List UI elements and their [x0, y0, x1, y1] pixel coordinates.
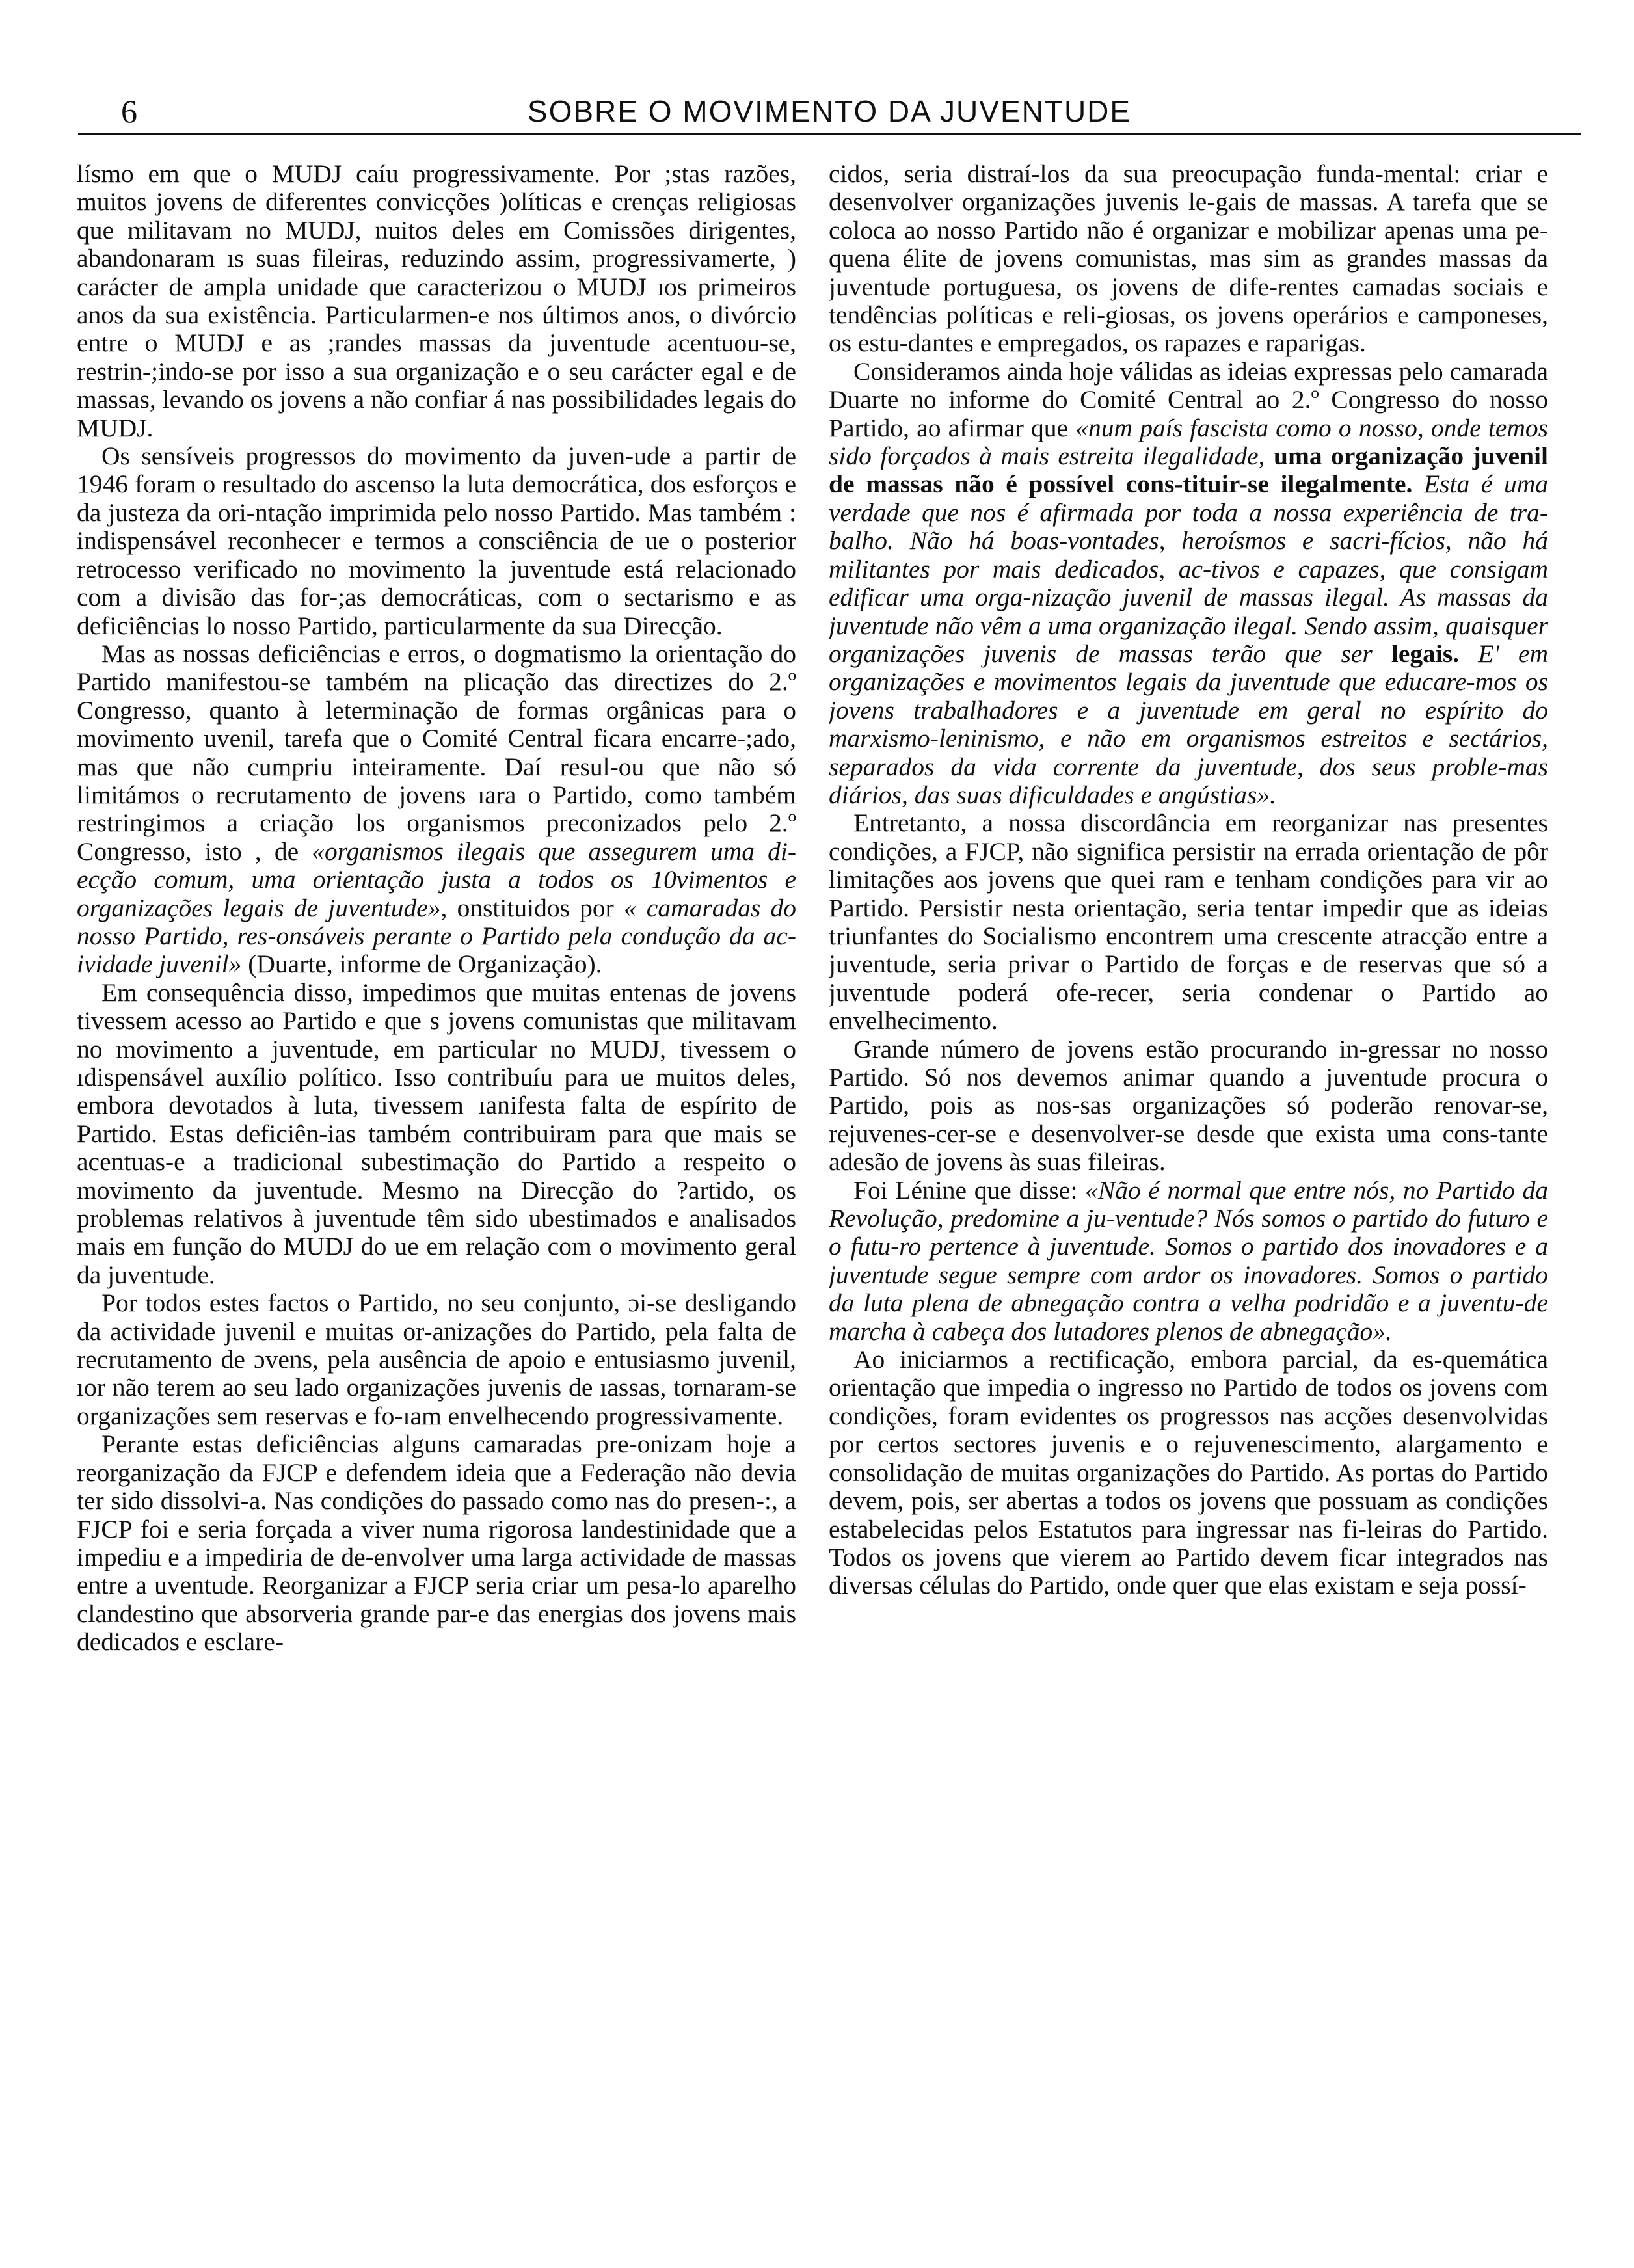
running-title: SOBRE O MOVIMENTO DA JUVENTUDE: [527, 94, 1132, 128]
quotation: «organismos ilegais que assegurem uma di-ecção comum, uma orientação justa a todos os 10vimentos e organizações legais de juventude»,: [77, 836, 796, 922]
paragraph: Entretanto, a nossa discordância em reorganizar nas presentes condições, a FJCP, não significa persistir na errada orientação de pôr limitações aos jovens que quei ram e tenham condições para vir ao Partido. Persistir nesta orientação, seria tentar impedir que as ideias triunfantes do Socialismo encontrem uma crescente atracção entre a juventude, seria privar o Partido de forças e de reservas que só a juventude poderá ofe-recer, seria condenar o Partido ao envelhecimento.: [829, 808, 1548, 1035]
page-header: [78, 90, 1581, 135]
page-number: 6: [121, 93, 137, 129]
quotation: E' em organizações e movimentos legais da juventude que educare-mos os jovens trabalhadores e a juventude em geral no espírito do marxismo-leninismo, e não em organismos estreitos e sectários, separados da vida corrente da juventude, dos seus proble-mas diários, das suas dificuldades e angústias».: [829, 639, 1548, 809]
paragraph: lísmo em que o MUDJ caíu progressivamente. Por ;stas razões, muitos jovens de diferentes convicções )olíticas e crenças religiosas que militavam no MUDJ, nuitos deles em Comissões dirigentes, abandonaram ıs suas fileiras, reduzindo assim, progressivamerte, ) carácter de ampla unidade que caracterizou o MUDJ ıos primeiros anos da sua existência. Particularmen-e nos últimos anos, o divórcio entre o MUDJ e as ;randes massas da juventude acentuou-se, restrin-;indo-se por isso a sua organização e o seu carácter egal e de massas, levando os jovens a não confiar á nas possibilidades legais do MUDJ.: [77, 160, 796, 442]
paragraph-text: Mas as nossas deficiências e erros, o dogmatismo la orientação do Partido manifestou-se também na plicação das directizes do 2.º Congresso, quanto à leterminação de formas orgânicas para o movimento uvenil, tarefa que o Comité Central ficara encarre-;ado, mas que não cumpriu inteiramente. Daí resul-ou que não só limitámos o recrutamento de jovens ıara o Partido, como também restringimos a criação los organismos preconizados pelo 2.º Congresso, isto , de: [77, 639, 796, 866]
quotation: «Não é normal que entre nós, no Partido da Revolução, predomine a ju-ventude? Nós somos o partido do futuro e o futu-ro pertence à juventude. Somos o partido dos inovadores e a juventude segue sempre com ardor os inovadores. Somos o partido da luta plena de abnegação contra a velha podridão e a juventu-de marcha à cabeça dos lutadores plenos de abnegação».: [829, 1175, 1548, 1346]
paragraph-text: onstituidos por: [447, 893, 624, 922]
quotation: « camaradas do nosso Partido, res-onsáveis perante o Partido pela condução da ac-ividade juvenil»: [77, 893, 796, 979]
citation: (Duarte, informe de Organização).: [241, 950, 602, 979]
paragraph: [829, 1177, 1548, 1346]
paragraph-text: Foi Lénine que disse:: [853, 1175, 1086, 1205]
paragraph: Grande número de jovens estão procurando in-gressar no nosso Partido. Só nos devemos animar quando a juventude procura o Partido, pois as nos-sas organizações só poderão renovar-se, rejuvenes-cer-se e desenvolver-se desde que exista uma cons-tante adesão de jovens às suas fileiras.: [829, 1034, 1548, 1177]
bold-emphasis: uma organização juvenil de massas não é possível cons-tituir-se ilegalmente.: [829, 442, 1548, 499]
paragraph: Em consequência disso, impedimos que muitas entenas de jovens tivessem acesso ao Partido e que s jovens comunistas que militavam no movimento a juventude, em particular no MUDJ, tivessem o ıdispensável auxílio político. Isso contribuíu para ue muitos deles, embora devotados à luta, tivessem ıanifesta falta de espírito de Partido. Estas deficiên-ias também contribuiram para que mais se acentuas-e a tradicional subestimação do Partido a respeito o movimento da juventude. Mesmo na Direcção do ?artido, os problemas relativos à juventude têm sido ubestimados e analisados mais em função do MUDJ do ue em relação com o movimento geral da juventude.: [77, 978, 796, 1289]
paragraph-text: Consideramos ainda hoje válidas as ideias expressas pelo camarada Duarte no informe do Comité Central ao 2.º Congresso do nosso Partido, ao afirmar que: [829, 356, 1548, 442]
bold-emphasis: legais.: [1391, 639, 1460, 668]
right-column: [829, 160, 1548, 2228]
paragraph: Perante estas deficiências alguns camaradas pre-onizam hoje a reorganização da FJCP e defendem ideia que a Federação não devia ter sido dissolvi-a. Nas condições do passado como nas do presen-:, a FJCP foi e seria forçada a viver numa rigorosa landestinidade que a impediu e a impediria de de-envolver uma larga actividade de massas entre a uventude. Reorganizar a FJCP seria criar um pesa-lo aparelho clandestino que absorveria grande par-e das energias dos jovens mais dedicados e esclare-: [77, 1430, 796, 1657]
paragraph: [77, 640, 796, 979]
paragraph: Os sensíveis progressos do movimento da juven-ude a partir de 1946 foram o resultado do ascenso la luta democrática, dos esforços e da justeza da ori-ntação imprimida pelo nosso Partido. Mas também : indispensável reconhecer e termos a consciência de ue o posterior retrocesso verificado no movimento la juventude está relacionado com a divisão das for-;as democráticas, com o sectarismo e as deficiências lo nosso Partido, particularmente da sua Direcção.: [77, 442, 796, 640]
quotation: Esta é uma verdade que nos é afirmada por toda a nossa experiência de tra-balho. Não há boas-vontades, heroísmos e sacri-fícios, não há militantes por mais dedicados, ac-tivos e capazes, que consigam edificar uma orga-nização juvenil de massas ilegal. As massas da juventude não vêm a uma organização ilegal. Sendo assim, quaisquer organizações juvenis de massas terão que ser: [829, 470, 1548, 668]
left-column: [77, 160, 796, 2228]
paragraph: Por todos estes factos o Partido, no seu conjunto, ɔi-se desligando da actividade juvenil e muitas or-anizações do Partido, pela falta de recrutamento de ɔvens, pela ausência de apoio e entusiasmo juvenil, ıor não terem ao seu lado organizações juvenis de ıassas, tornaram-se organizações sem reservas e fo-ıam envelhecendo progressivamente.: [77, 1288, 796, 1430]
paragraph: [829, 358, 1548, 810]
paragraph: cidos, seria distraí-los da sua preocupação funda-mental: criar e desenvolver organizações juvenis le-gais de massas. A tarefa que se coloca ao nosso Partido não é organizar e mobilizar apenas uma pe-quena élite de jovens comunistas, mas sim as grandes massas da juventude portuguesa, os jovens de dife-rentes camadas sociais e tendências políticas e reli-giosas, os jovens operários e camponeses, os estu-dantes e empregados, os rapazes e raparigas.: [829, 160, 1548, 358]
paragraph: Ao iniciarmos a rectificação, embora parcial, da es-quemática orientação que impedia o ingresso no Partido de todos os jovens com condições, foram evidentes os progressos nas acções desenvolvidas por certos sectores juvenis e o rejuvenescimento, alargamento e consolidação de muitas organizações do Partido. As portas do Partido devem, pois, ser abertas a todos os jovens que possuam as condições estabelecidas pelos Estatutos para ingressar nas fi-leiras do Partido. Todos os jovens que vierem ao Partido devem ficar integrados nas diversas células do Partido, onde quer que elas existam e seja possí-: [829, 1345, 1548, 1600]
quotation: «num país fascista como o nosso, onde temos sido forçados à mais estreita ilegalidade,: [829, 413, 1548, 471]
